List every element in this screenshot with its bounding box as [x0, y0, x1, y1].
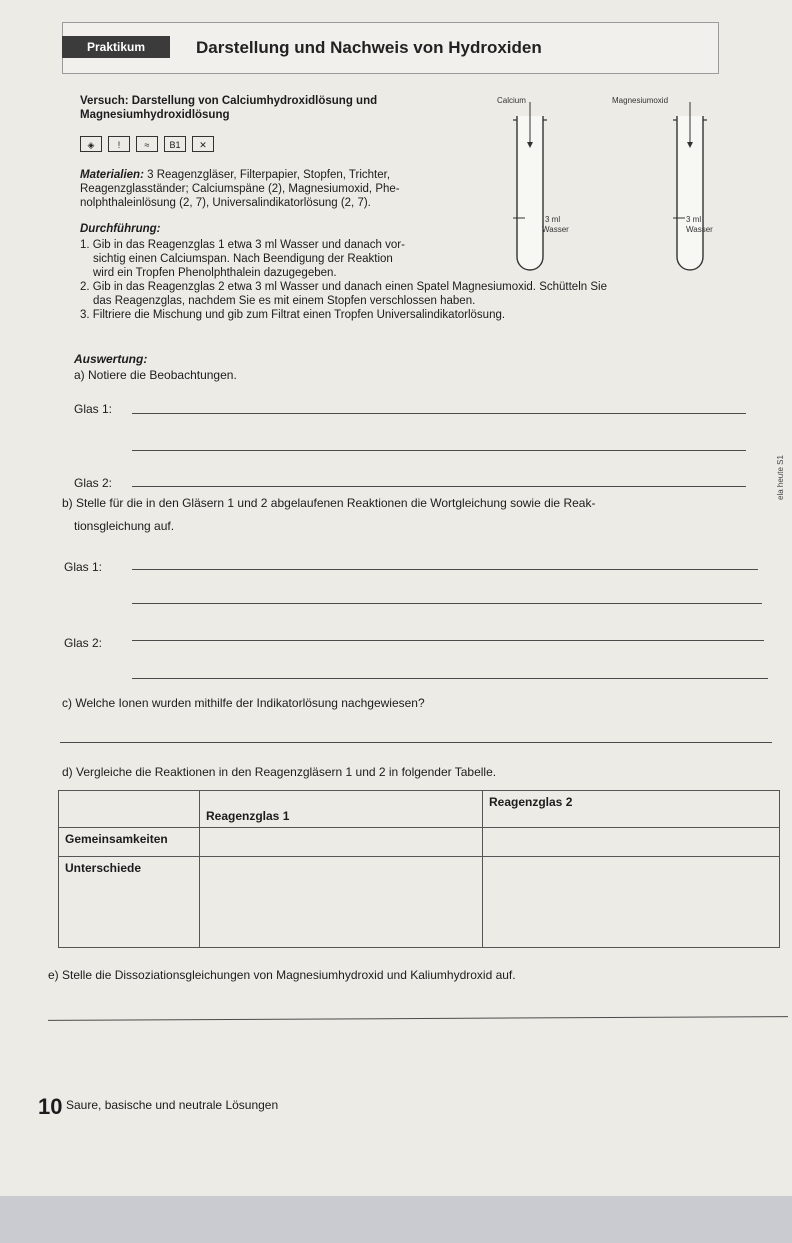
c-answer-line[interactable] [60, 742, 772, 743]
question-a: a) Notiere die Beobachtungen. [74, 368, 237, 382]
tube1-water: Wasser [542, 225, 569, 234]
page-title: Darstellung und Nachweis von Hydroxiden [196, 38, 542, 57]
materials-line-2: Reagenzglasständer; Calciumspäne (2), Magnesiumoxid, Phe- [80, 183, 400, 195]
table-header-glas1: Reagenzglas 1 [200, 791, 483, 828]
materials-text-1: 3 Reagenzgläser, Filterpapier, Stopfen, Trichter, [147, 169, 391, 181]
bottom-background [0, 1196, 792, 1243]
step3: 3. Filtriere die Mischung und gib zum Filtrat einen Tropfen Universalindikatorlösung. [80, 309, 506, 321]
experiment-title-2: Magnesiumhydroxidlösung [80, 109, 230, 121]
step2-line-2: das Reagenzglas, nachdem Sie es mit einem Stopfen verschlossen haben. [93, 295, 476, 307]
b-glas1-answer-line[interactable] [132, 569, 758, 570]
a-glas1-label: Glas 1: [74, 402, 113, 416]
question-e: e) Stelle die Dissoziationsgleichungen von Magnesiumhydroxid und Kaliumhydroxid auf. [48, 968, 516, 982]
test-tube-figure [495, 92, 735, 282]
a-glas2-answer-line[interactable] [132, 486, 746, 487]
question-b-line-1: b) Stelle für die in den Gläsern 1 und 2 abgelaufenen Reaktionen die Wortgleichung sowie die Reak- [62, 496, 596, 510]
a-glas2-label: Glas 2: [74, 476, 113, 490]
question-d: d) Vergleiche die Reaktionen in den Reagenzgläsern 1 und 2 in folgender Tabelle. [62, 765, 497, 779]
table-header-glas2: Reagenzglas 2 [483, 791, 780, 828]
table-corner-cell [59, 791, 200, 828]
step1-line-2: sichtig einen Calciumspan. Nach Beendigung der Reaktion [93, 253, 393, 265]
goggles-icon: ◈ [80, 136, 102, 152]
praktikum-badge: Praktikum [62, 36, 170, 58]
b-glas1-answer-line-2[interactable] [132, 603, 762, 604]
materials-line-3: nolphthaleinlösung (2, 7), Universalindikatorlösung (2, 7). [80, 197, 371, 209]
procedure-label: Durchführung: [80, 223, 161, 235]
warning-icon: ! [108, 136, 130, 152]
experiment-title-1: Versuch: Darstellung von Calciumhydroxidlösung und [80, 95, 378, 107]
table-cell-gemeinsamkeiten-2[interactable] [483, 828, 780, 857]
tube2-water: Wasser [686, 225, 713, 234]
table-row [59, 828, 780, 857]
table-cell-unterschiede-1[interactable] [200, 857, 483, 948]
e-answer-line[interactable] [48, 1016, 788, 1021]
evaluation-label: Auswertung: [74, 352, 148, 366]
materials-line-1 [80, 168, 490, 182]
safety-icons [80, 136, 214, 152]
hazard-icon: ≈ [136, 136, 158, 152]
step1-line-3: wird ein Tropfen Phenolphthalein dazugegeben. [93, 267, 337, 279]
comparison-table [58, 790, 780, 948]
a-glas1-answer-line[interactable] [132, 413, 746, 414]
b-glas2-answer-line[interactable] [132, 640, 764, 641]
tube1-volume: 3 ml [545, 215, 561, 224]
a-glas1-answer-line-2[interactable] [132, 450, 746, 451]
step2-line-1: 2. Gib in das Reagenzglas 2 etwa 3 ml Wasser und danach einen Spatel Magnesiumoxid. Schütteln Sie [80, 281, 607, 293]
table-row-label-unterschiede: Unterschiede [59, 857, 200, 948]
tube2-volume: 3 ml [686, 215, 702, 224]
table-row-label-gemeinsamkeiten: Gemeinsamkeiten [59, 828, 200, 857]
tube2-label: Magnesiumoxid [612, 96, 669, 105]
side-note: ela heute S1 [776, 455, 785, 500]
question-b-line-2: tionsgleichung auf. [74, 519, 175, 533]
table-cell-unterschiede-2[interactable] [483, 857, 780, 948]
disposal-icon: ✕ [192, 136, 214, 152]
chapter-title: Saure, basische und neutrale Lösungen [66, 1098, 279, 1112]
table-row [59, 857, 780, 948]
b1-icon: B1 [164, 136, 186, 152]
table-cell-gemeinsamkeiten-1[interactable] [200, 828, 483, 857]
b-glas2-label: Glas 2: [64, 636, 103, 650]
page-number: 10 [38, 1094, 63, 1119]
b-glas2-answer-line-2[interactable] [132, 678, 768, 679]
table-header-row [59, 791, 780, 828]
tube1-label: Calcium [497, 96, 526, 105]
question-c: c) Welche Ionen wurden mithilfe der Indikatorlösung nachgewiesen? [62, 696, 425, 710]
materials-label: Materialien: [80, 169, 144, 181]
step1-line-1: 1. Gib in das Reagenzglas 1 etwa 3 ml Wasser und danach vor- [80, 239, 405, 251]
b-glas1-label: Glas 1: [64, 560, 103, 574]
